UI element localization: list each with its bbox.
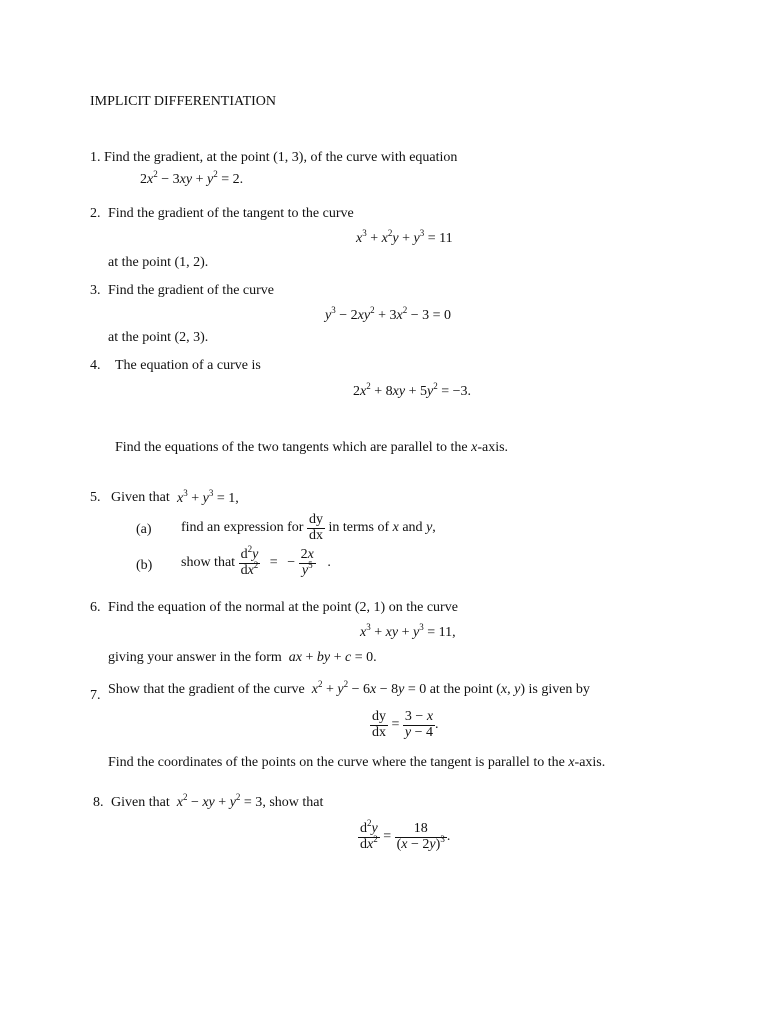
question-6-text: Find the equation of the normal at the point (2, 1) on the curve xyxy=(108,600,458,615)
question-6-number: 6. xyxy=(90,600,101,615)
dy-dx-fraction: $\frac{dy}{dx}$ xyxy=(308,512,323,543)
question-3-text: Find the gradient of the curve xyxy=(108,283,275,298)
question-6-form: giving your answer in the form ax + by + c = 0. xyxy=(108,650,377,665)
question-7-number: 7. xyxy=(90,688,101,703)
question-6-equation: $x^3$ + xy + $y^3 = 11$, xyxy=(360,622,456,640)
question-2-equation: $x^3 + x^2y + y^3 = 11$ xyxy=(356,228,453,246)
second-derivative-fraction: $\frac{d^2y}{dx^2}$ xyxy=(240,544,259,578)
question-5-number: 5. xyxy=(90,490,101,505)
question-8-text: Given that $x^2$ − xy + $y^2 = 3$, show that xyxy=(111,792,324,810)
question-5b-label: (b) xyxy=(136,558,153,573)
question-7-find: Find the coordinates of the points on the curve where the tangent is parallel to the x-axis. xyxy=(108,755,606,770)
question-5a-label: (a) xyxy=(136,522,152,537)
question-8-number: 8. xyxy=(93,795,104,810)
question-2-number: 2. xyxy=(90,206,101,221)
question-5b-text: show that $\frac{d^2y}{dx^2}$ = − $\frac{2x}{y^5}$ . xyxy=(181,544,331,578)
question-3-point: at the point (2, 3). xyxy=(108,330,209,345)
page-title: IMPLICIT DIFFERENTIATION xyxy=(90,94,277,109)
question-5-equation: $x^3 + y^3 = 1$, xyxy=(177,488,239,506)
result-fraction: $\frac{2x}{y^5}$ xyxy=(300,547,314,578)
question-1-equation: $2x^2 - 3xy + y^2 = 2$. xyxy=(140,169,244,187)
question-5a-text: find an expression for $\frac{dy}{dx}$ in terms of x and y, xyxy=(181,512,436,543)
question-2-text: Find the gradient of the tangent to the curve xyxy=(108,206,354,221)
question-5-text: Given that xyxy=(111,490,170,505)
question-8-equation: $\frac{d^2y}{dx^2}$ = $\frac{18}{(x - 2y)^3}$ . xyxy=(360,818,451,852)
question-4-find: Find the equations of the two tangents which are parallel to the x-axis. xyxy=(115,440,509,455)
question-2-point: at the point (1, 2). xyxy=(108,255,209,270)
question-3-equation: $y^3 - 2xy^2 + 3x^2 - 3 = 0$ xyxy=(325,305,451,323)
question-7-text: Show that the gradient of the curve $x^2 + y^2 - 6x - 8y = 0$ at the point (x, y) is given by xyxy=(108,679,590,697)
question-4-equation: $2x^2 + 8xy + 5y^2 = -3$. xyxy=(353,381,471,399)
question-4-text: The equation of a curve is xyxy=(115,358,261,373)
question-1-text: 1. Find the gradient, at the point (1, 3), of the curve with equation xyxy=(90,150,458,165)
question-4-number: 4. xyxy=(90,358,101,373)
question-3-number: 3. xyxy=(90,283,101,298)
question-7-equation: $\frac{dy}{dx}$ = $\frac{3 - x}{y - 4}$ . xyxy=(372,709,439,740)
